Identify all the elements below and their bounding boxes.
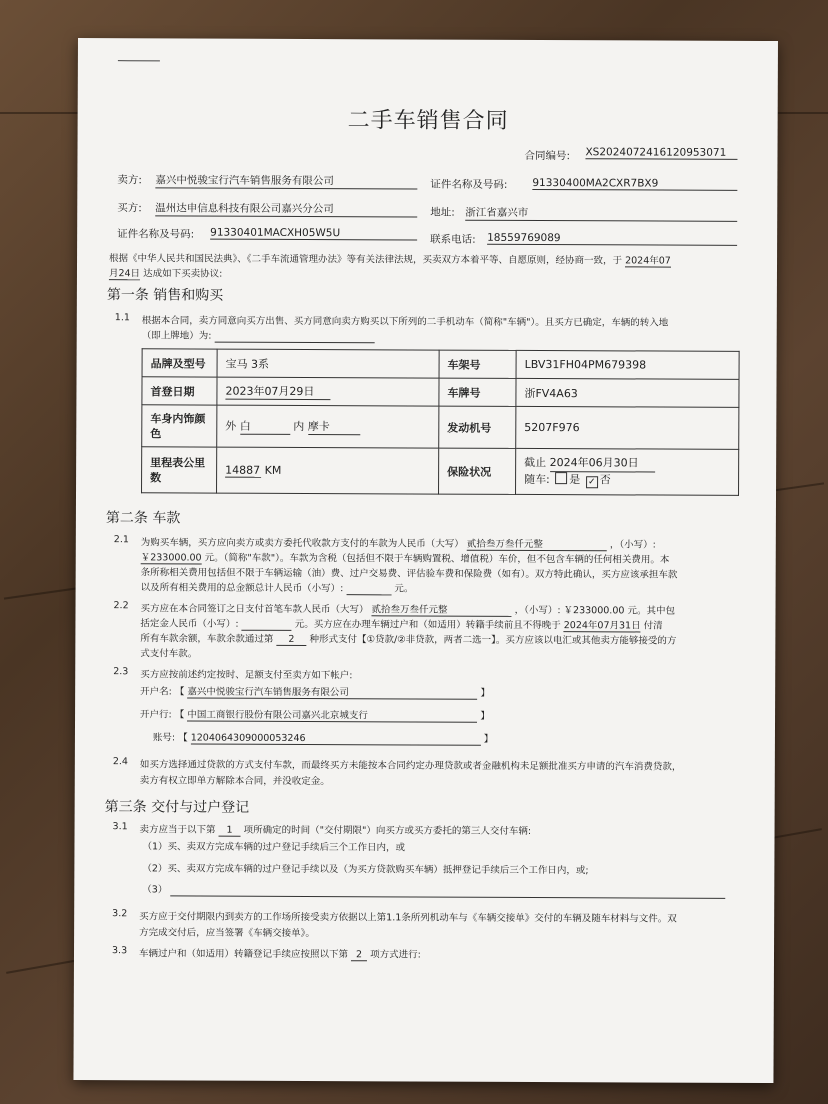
- pen-mark: [118, 60, 160, 61]
- p33-choice: 2: [351, 949, 367, 961]
- with-car-label: 随车:: [524, 472, 550, 487]
- p21-text: 为购买车辆，买方应向卖方或卖方委托代收款方支付的车款为人民币（大写）: [140, 537, 464, 550]
- color-label: 车身内饰颜色: [142, 405, 217, 447]
- contract-page: [73, 38, 778, 1083]
- p22-text-d: 括定金人民币（小写）:: [140, 618, 239, 630]
- mileage-label: 里程表公里数: [142, 447, 217, 493]
- destination-blank: [214, 331, 374, 344]
- bracket: 】: [480, 710, 490, 722]
- p22-number: 2.2: [113, 600, 129, 612]
- seller-label: 卖方:: [117, 174, 142, 187]
- exterior-prefix: 外: [225, 419, 237, 433]
- p31-number: 3.1: [112, 821, 128, 833]
- intro-date-a: 2024年07: [625, 252, 671, 267]
- phone-label: 联系电话:: [430, 233, 476, 246]
- p24-text-2: 卖方有权立即单方解除本合同，并没收定金。: [139, 775, 330, 788]
- buyer-name: 温州达申信息科技有限公司嘉兴分公司: [155, 200, 417, 217]
- p22-amount-cn: 贰拾叁万叁仟元整: [372, 601, 512, 617]
- p22-text-b: ，（小写）: ￥233000.00: [514, 604, 625, 617]
- engine-label: 发动机号: [439, 406, 516, 448]
- p21-text-c: 元。（简称"车款"）。车款为含税（包括但不限于车辆购置税、增值税）车价，但不包含车辆的任何相关费用。本: [204, 552, 670, 566]
- p21-amount-cn: 贰拾叁万叁仟元整: [467, 536, 607, 552]
- p21-text-d: 条所称相关费用包括但不限于车辆运输（油）费、过户交易费、评估验车费和保险费（如有）。双方特此确认，买方应该承担车款: [140, 567, 678, 581]
- p21-text-e: 以及所有相关费用的总金额总计人民币（小写）:: [140, 582, 344, 595]
- vehicle-table: [141, 348, 740, 496]
- p23-text: 买方应按前述约定按时、足额支付至卖方如下帐户:: [140, 669, 353, 682]
- vin-label: 车架号: [439, 350, 516, 378]
- intro-date-b: 月24日: [109, 265, 140, 280]
- p31-choice: 1: [219, 825, 241, 837]
- engine-value: 5207F976: [516, 406, 739, 449]
- article-1-heading: 第一条 销售和购买: [106, 287, 224, 304]
- p31-option-3: （3）: [142, 884, 168, 896]
- document-title: 二手车销售合同: [347, 108, 509, 134]
- p22-text-f: 付清: [643, 620, 663, 632]
- plate-label: 车牌号: [439, 378, 516, 406]
- contract-no-value: XS2024072416120953071: [585, 146, 737, 160]
- p33-number: 3.3: [111, 945, 128, 957]
- payee-label: 开户名:: [140, 686, 172, 698]
- p22-method: 2: [276, 634, 306, 646]
- p31-option-1: （1）买、卖双方完成车辆的过户登记手续后三个工作日内，或: [142, 841, 406, 854]
- account-value: 1204064309000053246: [191, 732, 481, 745]
- p22-text-h: 种形式支付【①贷款/②非贷款，两者二选一】。买方应该以电汇或其他卖方能够接受的方: [309, 634, 677, 647]
- mileage-unit: KM: [264, 463, 282, 477]
- p23-number: 2.3: [113, 666, 129, 678]
- brand-value: 宝马 3系: [217, 349, 439, 378]
- p22-text-c: 元。其中包: [627, 605, 676, 617]
- p11-number: 1.1: [114, 312, 130, 324]
- vin-value: LBV31FH04PM679398: [516, 350, 739, 379]
- buyer-addr-value: 浙江省嘉兴市: [465, 205, 737, 222]
- yes-checkbox[interactable]: [555, 472, 567, 484]
- interior-prefix: 内: [293, 419, 305, 433]
- seller-cert-value: 91330400MA2CXR7BX9: [532, 177, 737, 191]
- seller-cert-label: 证件名称及号码:: [430, 178, 508, 191]
- p24-number: 2.4: [112, 756, 128, 768]
- p22-text: 买方应在本合同签订之日支付首笔车款人民币（大写）: [140, 603, 369, 616]
- p21-amount: ￥233000.00: [141, 549, 202, 564]
- p22-text-i: 式支付车款。: [140, 648, 198, 660]
- insurance-date: 2024年06月30日: [550, 455, 655, 472]
- exterior-value: 白: [240, 418, 290, 435]
- buyer-addr-label: 地址:: [430, 206, 455, 219]
- yes-label: 是: [569, 473, 581, 487]
- phone-value: 18559769089: [487, 232, 737, 246]
- seller-name: 嘉兴中悦骏宝行汽车销售服务有限公司: [155, 172, 417, 189]
- plate-value: 浙FV4A63: [516, 378, 739, 407]
- p24-text: 如买方选择通过贷款的方式支付车款，而最终买方未能按本合同约定办理贷款或者金融机构未足额批准买方申请的汽车消费贷款，: [139, 759, 682, 773]
- bank-value: 中国工商银行股份有限公司嘉兴北京城支行: [187, 706, 477, 722]
- bracket: 【: [174, 709, 185, 721]
- p11-text: 根据本合同，卖方同意向买方出售、买方同意向卖方购买以下所列的二手机动车（简称"车辆"）。且买方已确定，车辆的转入地: [141, 315, 669, 329]
- p21-text-b: ，（小写）:: [609, 539, 656, 551]
- no-label: 否: [599, 473, 611, 487]
- p32-text: 买方应于交付期限内到卖方的工作场所接受卖方依据以上第1.1条所列机动车与《车辆交接单》交付的车辆及随车材料与文件。双: [139, 911, 677, 925]
- option-3-blank: [170, 884, 725, 898]
- insurance-label: 保险状况: [439, 448, 516, 494]
- account-label: 账号:: [152, 732, 176, 744]
- intro-text-2: 达成如下买卖协议:: [143, 268, 223, 280]
- bracket: 】: [483, 733, 494, 745]
- reg-date-value: 2023年07月29日: [225, 383, 330, 400]
- p32-text-2: 方完成交付后，应当签署《车辆交接单》。: [139, 927, 315, 940]
- intro-text: 根据《中华人民共和国民法典》、《二手车流通管理办法》等有关法律法规，买卖双方本着平等、自愿原则，经协商一致，于: [109, 253, 623, 267]
- p31-text: 卖方应当于以下第: [139, 824, 216, 836]
- p33-text: 车辆过户和（如适用）转籍登记手续应按照以下第: [138, 948, 349, 961]
- contract-no-label: 合同编号:: [524, 149, 571, 163]
- bracket: 【: [178, 732, 188, 744]
- p22-text-g: 所有车款余额，车款余款通过第: [140, 633, 274, 645]
- p11-text-2: （即上牌地）为:: [141, 330, 212, 342]
- p21-text-f: 元。: [394, 583, 414, 595]
- article-3-heading: 第三条 交付与过户登记: [104, 799, 250, 816]
- payee-value: 嘉兴中悦骏宝行汽车销售服务有限公司: [187, 683, 477, 699]
- reg-date-label: 首登日期: [142, 377, 217, 405]
- brand-label: 品牌及型号: [142, 349, 217, 377]
- bracket: 【: [174, 686, 185, 698]
- buyer-label: 买方:: [117, 202, 142, 215]
- p31-text-b: 项所确定的时间（"交付期限"）向买方或买方委托的第三人交付车辆:: [243, 824, 532, 837]
- p22-date: 2024年07月31日: [564, 617, 641, 632]
- p21-number: 2.1: [113, 534, 129, 546]
- p33-text-b: 项方式进行:: [370, 949, 421, 961]
- p31-option-2: （2）买、卖双方完成车辆的过户登记手续以及（为买方贷款购买车辆）抵押登记手续后三个工作日内，或;: [142, 863, 589, 877]
- article-2-heading: 第二条 车款: [105, 510, 181, 527]
- total-blank: [346, 583, 391, 595]
- deposit-blank: [242, 619, 292, 631]
- bracket: 】: [480, 687, 490, 699]
- buyer-cert-value: 91330401MACXH05W5U: [210, 227, 417, 241]
- buyer-cert-label: 证件名称及号码:: [117, 228, 195, 241]
- no-checkbox[interactable]: ✓: [586, 476, 598, 488]
- bank-label: 开户行:: [140, 709, 172, 721]
- p22-text-e: 元。买方应在办理车辆过户和（如适用）转籍手续前且不得晚于: [294, 618, 561, 632]
- p32-number: 3.2: [112, 908, 128, 920]
- interior-value: 摩卡: [308, 418, 360, 435]
- insurance-prefix: 截止: [524, 455, 547, 470]
- mileage-value: 14887: [225, 463, 261, 477]
